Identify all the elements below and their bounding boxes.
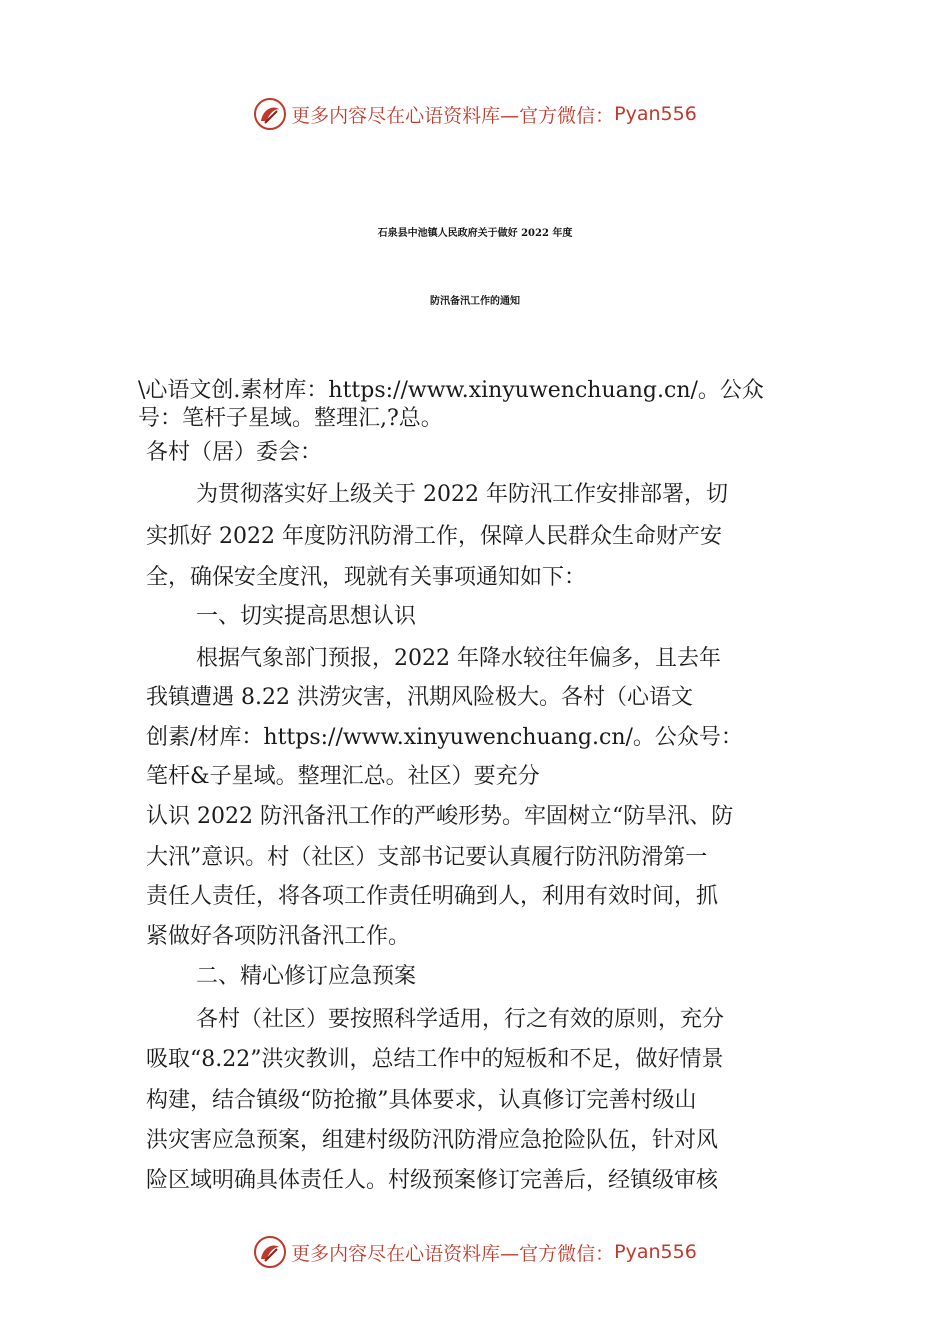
- body-line: 笔杆&子星域。整理汇总。社区）要充分: [146, 764, 540, 789]
- wechat-id: Pyan556: [614, 1241, 697, 1263]
- body-line: 责任人责任，将各项工作责任明确到人，利用有效时间，抓: [146, 884, 719, 909]
- body-line: 我镇遭遇 8.22 洪涝灾害，汛期风险极大。各村（心语文: [146, 685, 693, 710]
- footer-banner: [0, 1232, 950, 1272]
- document-title-line1: 石泉县中池镇人民政府关于做好 2022 年度: [377, 228, 573, 239]
- body-line: 全，确保安全度汛，现就有关事项通知如下：: [146, 565, 587, 590]
- salutation: 各村（居）委会：: [146, 440, 323, 465]
- body-line: 紧做好各项防汛备汛工作。: [146, 924, 411, 949]
- section-heading: 一、切实提高思想认识: [196, 604, 417, 629]
- section-heading: 二、精心修订应急预案: [196, 964, 417, 989]
- document-title-line2: 防汛备汛工作的通知: [430, 296, 520, 307]
- body-line: 大汛”意识。村（社区）支部书记要认真履行防汛防滑第一: [146, 845, 708, 870]
- wechat-id: Pyan556: [614, 103, 697, 125]
- body-line: 认识 2022 防汛备汛工作的严峻形势。牢固树立“防旱汛、防: [146, 804, 734, 829]
- body-line: 洪灾害应急预案，组建村级防汛防滑应急抢险队伍，针对风: [146, 1128, 719, 1153]
- body-line: 为贯彻落实好上级关于 2022 年防汛工作安排部署，切: [196, 482, 728, 507]
- body-line: \心语文创.素材库：https://www.xinyuwenchuang.cn/。公众: [138, 378, 764, 403]
- header-banner: [0, 94, 950, 134]
- body-line: 创素/材库：https://www.xinyuwenchuang.cn/。公众号：: [146, 725, 743, 750]
- body-line: 实抓好 2022 年度防汛防滑工作，保障人民群众生命财产安: [146, 524, 722, 549]
- body-line: 号：笔杆子星域。整理汇,?总。: [138, 406, 443, 431]
- swirl-logo-icon: [253, 97, 287, 131]
- swirl-logo-icon: [253, 1235, 287, 1269]
- banner-text: 更多内容尽在心语资料库—官方微信：: [291, 1242, 615, 1265]
- body-line: 吸取“8.22”洪灾教训，总结工作中的短板和不足，做好情景: [146, 1047, 724, 1072]
- banner-text: 更多内容尽在心语资料库—官方微信：: [291, 104, 615, 127]
- body-line: 险区域明确具体责任人。村级预案修订完善后，经镇级审核: [146, 1168, 719, 1193]
- body-line: 各村（社区）要按照科学适用，行之有效的原则，充分: [196, 1007, 725, 1032]
- body-line: 构建，结合镇级“防抢撤”具体要求，认真修订完善村级山: [146, 1088, 697, 1113]
- body-line: 根据气象部门预报，2022 年降水较往年偏多，且去年: [196, 646, 721, 671]
